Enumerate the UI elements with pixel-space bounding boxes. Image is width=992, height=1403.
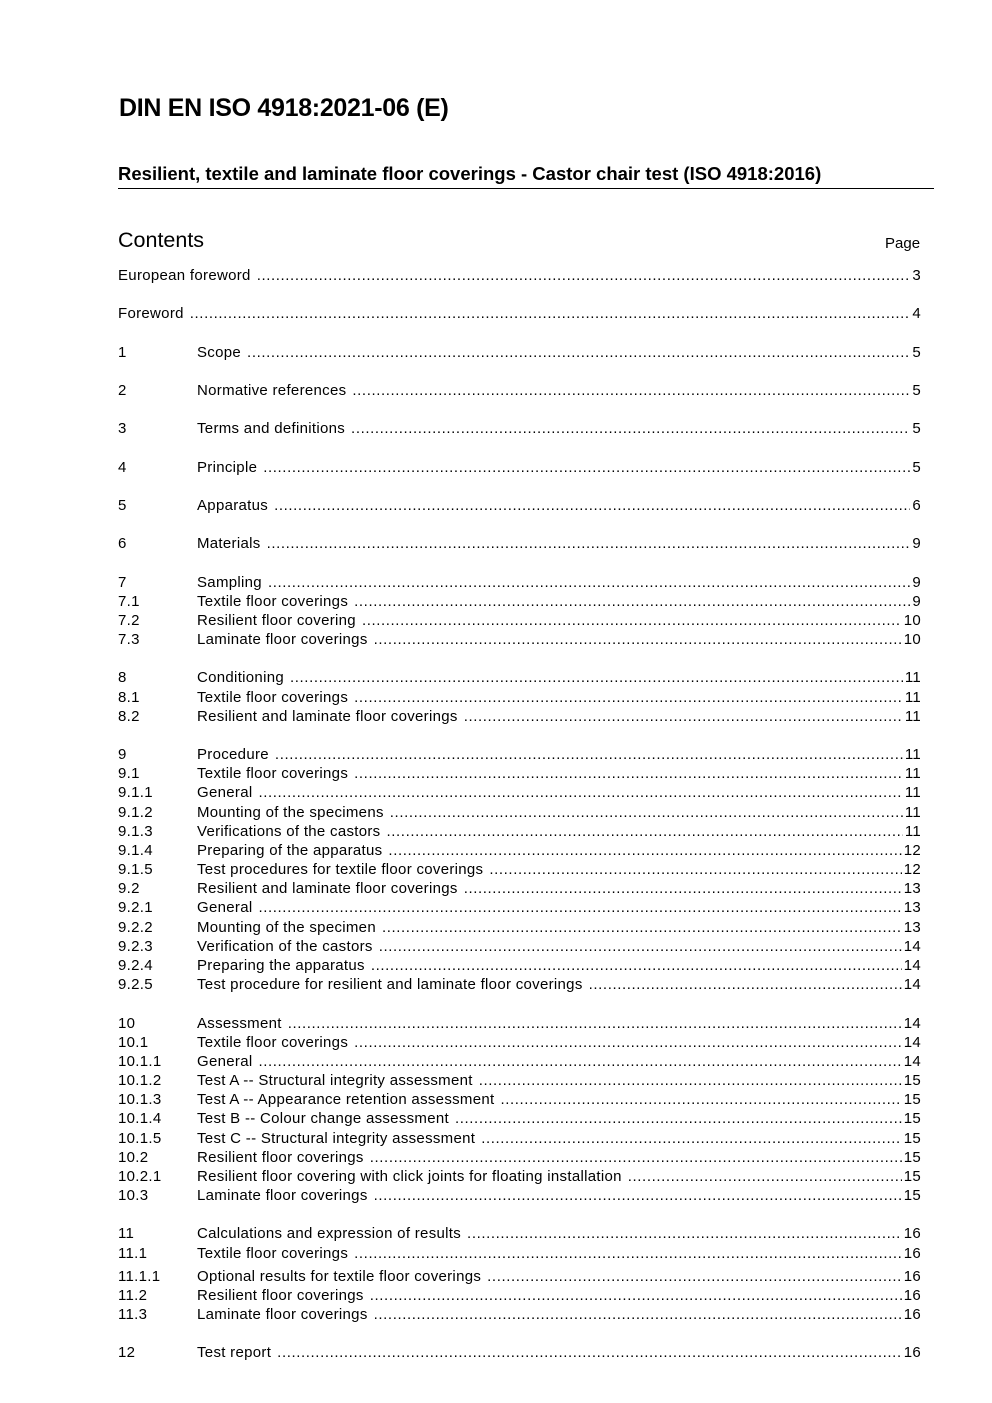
toc-entry[interactable] xyxy=(118,1033,921,1053)
toc-entry[interactable] xyxy=(118,1286,921,1306)
toc-dot-leader xyxy=(354,1033,902,1053)
toc-entry-page: 14 xyxy=(903,1034,921,1051)
toc-entry-number: 8 xyxy=(118,669,127,686)
toc-entry[interactable] xyxy=(118,496,921,516)
toc-entry-number: 11.3 xyxy=(118,1306,148,1323)
toc-entry-page: 16 xyxy=(903,1225,921,1242)
toc-entry-page: 14 xyxy=(903,976,921,993)
toc-entry-number: 9.2.3 xyxy=(118,938,153,955)
toc-entry-number: 7 xyxy=(118,574,127,591)
toc-entry-page: 10 xyxy=(903,631,921,648)
toc-entry[interactable] xyxy=(118,879,921,899)
toc-entry-number: 9 xyxy=(118,746,127,763)
toc-entry-page: 13 xyxy=(903,880,921,897)
toc-entry-number: 4 xyxy=(118,459,127,476)
toc-entry[interactable] xyxy=(118,1167,921,1187)
toc-entry-title: Test A -- Structural integrity assessment xyxy=(197,1072,473,1089)
toc-entry-title: Preparing of the apparatus xyxy=(197,842,383,859)
toc-entry-page: 15 xyxy=(903,1149,921,1166)
toc-entry-title: Calculations and expression of results xyxy=(197,1225,462,1242)
toc-entry-title: Conditioning xyxy=(197,669,284,686)
toc-entry[interactable] xyxy=(118,841,921,861)
toc-entry-page: 14 xyxy=(903,1053,921,1070)
toc-entry[interactable] xyxy=(118,937,921,957)
toc-entry[interactable] xyxy=(118,304,921,324)
toc-entry-page: 5 xyxy=(912,382,921,399)
toc-entry[interactable] xyxy=(118,822,921,842)
toc-entry-title: Resilient floor coverings xyxy=(197,1149,364,1166)
toc-entry-number: 9.2 xyxy=(118,880,140,897)
toc-entry[interactable] xyxy=(118,1052,921,1072)
toc-entry-number: 11.1 xyxy=(118,1245,148,1262)
toc-entry[interactable] xyxy=(118,573,921,593)
toc-entry-page: 14 xyxy=(903,1015,921,1032)
toc-dot-leader xyxy=(258,783,902,803)
toc-dot-leader xyxy=(190,304,911,324)
toc-entry-title: Textile floor coverings xyxy=(197,593,349,610)
toc-entry-number: 10.2.1 xyxy=(118,1168,162,1185)
toc-entry-page: 15 xyxy=(903,1187,921,1204)
toc-entry-number: 9.1.2 xyxy=(118,804,153,821)
toc-entry-page: 13 xyxy=(903,919,921,936)
contents-heading: Contents xyxy=(118,228,205,252)
toc-entry-title: Laminate floor coverings xyxy=(197,1187,368,1204)
toc-entry-title: Procedure xyxy=(197,746,269,763)
toc-entry[interactable] xyxy=(118,783,921,803)
document-title: DIN EN ISO 4918:2021-06 (E) xyxy=(119,94,449,122)
toc-entry-number: 12 xyxy=(118,1344,136,1361)
toc-dot-leader xyxy=(479,1071,902,1091)
toc-dot-leader xyxy=(354,592,910,612)
toc-entry-number: 9.1.3 xyxy=(118,823,153,840)
toc-entry-page: 11 xyxy=(904,708,921,725)
toc-dot-leader xyxy=(628,1167,902,1187)
toc-entry-number: 10 xyxy=(118,1015,136,1032)
toc-entry-page: 16 xyxy=(903,1306,921,1323)
toc-entry-page: 5 xyxy=(912,459,921,476)
toc-entry-page: 16 xyxy=(903,1344,921,1361)
toc-entry-title: Resilient floor covering with click joints for floating installation xyxy=(197,1168,622,1185)
toc-dot-leader xyxy=(370,1148,902,1168)
toc-entry[interactable] xyxy=(118,611,921,631)
toc-entry-title: European foreword xyxy=(118,267,251,284)
toc-entry-title: Sampling xyxy=(197,574,262,591)
toc-entry[interactable] xyxy=(118,707,921,727)
toc-dot-leader xyxy=(489,860,901,880)
toc-entry-number: 9.2.5 xyxy=(118,976,153,993)
toc-entry-page: 5 xyxy=(912,344,921,361)
toc-dot-leader xyxy=(455,1109,902,1129)
toc-dot-leader xyxy=(374,1305,902,1325)
toc-entry[interactable] xyxy=(118,419,921,439)
toc-entry-title: Test procedure for resilient and laminate floor coverings xyxy=(197,976,583,993)
toc-entry[interactable] xyxy=(118,898,921,918)
toc-entry[interactable] xyxy=(118,1109,921,1129)
toc-dot-leader xyxy=(362,611,902,631)
toc-entry[interactable] xyxy=(118,534,921,554)
toc-entry-title: Foreword xyxy=(118,305,184,322)
toc-entry-page: 9 xyxy=(912,535,921,552)
toc-dot-leader xyxy=(351,419,910,439)
toc-entry-title: Apparatus xyxy=(197,497,269,514)
toc-entry-page: 12 xyxy=(903,861,921,878)
toc-dot-leader xyxy=(275,745,903,765)
toc-dot-leader xyxy=(354,764,903,784)
toc-entry-page: 9 xyxy=(912,574,921,591)
toc-entry[interactable] xyxy=(118,688,921,708)
toc-entry-page: 4 xyxy=(912,305,921,322)
toc-dot-leader xyxy=(290,668,903,688)
toc-entry-number: 10.1.4 xyxy=(118,1110,162,1127)
toc-entry-title: Optional results for textile floor coverings xyxy=(197,1268,482,1285)
toc-entry-title: Textile floor coverings xyxy=(197,1245,349,1262)
toc-entry-title: Verification of the castors xyxy=(197,938,373,955)
toc-entry-page: 16 xyxy=(903,1268,921,1285)
toc-entry-title: Laminate floor coverings xyxy=(197,631,368,648)
toc-entry-page: 16 xyxy=(903,1287,921,1304)
toc-entry-number: 9.1 xyxy=(118,765,140,782)
toc-dot-leader xyxy=(354,688,903,708)
toc-entry-page: 11 xyxy=(904,804,921,821)
toc-dot-leader xyxy=(247,343,910,363)
toc-entry-number: 11.2 xyxy=(118,1287,148,1304)
toc-entry-page: 15 xyxy=(903,1130,921,1147)
toc-entry-title: Test A -- Appearance retention assessment xyxy=(197,1091,495,1108)
toc-entry-title: Materials xyxy=(197,535,261,552)
toc-entry-page: 6 xyxy=(912,497,921,514)
toc-dot-leader xyxy=(352,381,910,401)
toc-dot-leader xyxy=(263,458,910,478)
toc-entry-page: 5 xyxy=(912,420,921,437)
toc-entry-title: Textile floor coverings xyxy=(197,1034,349,1051)
toc-entry[interactable] xyxy=(118,745,921,765)
toc-dot-leader xyxy=(487,1267,902,1287)
toc-entry-number: 9.1.4 xyxy=(118,842,153,859)
toc-entry[interactable] xyxy=(118,1305,921,1325)
toc-entry[interactable] xyxy=(118,1186,921,1206)
toc-entry-title: General xyxy=(197,1053,253,1070)
toc-entry-title: Mounting of the specimen xyxy=(197,919,376,936)
document-subtitle: Resilient, textile and laminate floor coverings - Castor chair test (ISO 4918:2016) xyxy=(118,163,934,189)
toc-entry-title: Textile floor coverings xyxy=(197,765,349,782)
toc-entry-title: Test B -- Colour change assessment xyxy=(197,1110,449,1127)
toc-entry-page: 11 xyxy=(904,746,921,763)
toc-entry-number: 10.1 xyxy=(118,1034,149,1051)
toc-dot-leader xyxy=(500,1090,901,1110)
toc-entry-number: 11.1.1 xyxy=(118,1268,161,1285)
toc-entry-title: Resilient floor coverings xyxy=(197,1287,364,1304)
toc-dot-leader xyxy=(288,1014,902,1034)
toc-dot-leader xyxy=(268,573,910,593)
toc-entry-title: Test report xyxy=(197,1344,272,1361)
toc-entry-number: 7.1 xyxy=(118,593,140,610)
toc-entry-page: 11 xyxy=(904,784,921,801)
toc-entry[interactable] xyxy=(118,918,921,938)
toc-entry-page: 15 xyxy=(903,1091,921,1108)
toc-entry-title: Principle xyxy=(197,459,258,476)
toc-entry-page: 14 xyxy=(903,957,921,974)
toc-entry-number: 9.2.2 xyxy=(118,919,153,936)
toc-entry[interactable] xyxy=(118,1224,921,1244)
toc-entry[interactable] xyxy=(118,1343,921,1363)
toc-dot-leader xyxy=(464,879,902,899)
toc-entry-title: General xyxy=(197,899,253,916)
toc-dot-leader xyxy=(374,1186,902,1206)
toc-entry-number: 8.2 xyxy=(118,708,140,725)
toc-dot-leader xyxy=(277,1343,902,1363)
toc-entry[interactable] xyxy=(118,266,921,286)
toc-dot-leader xyxy=(481,1129,901,1149)
toc-dot-leader xyxy=(374,630,902,650)
toc-dot-leader xyxy=(589,975,902,995)
toc-entry-page: 11 xyxy=(904,669,921,686)
toc-entry[interactable] xyxy=(118,668,921,688)
toc-entry[interactable] xyxy=(118,860,921,880)
toc-entry-title: Preparing the apparatus xyxy=(197,957,365,974)
toc-entry-title: Test C -- Structural integrity assessment xyxy=(197,1130,476,1147)
toc-entry[interactable] xyxy=(118,1244,921,1264)
toc-dot-leader xyxy=(354,1244,902,1264)
toc-entry[interactable] xyxy=(118,956,921,976)
toc-dot-leader xyxy=(388,841,901,861)
toc-dot-leader xyxy=(267,534,911,554)
toc-entry-number: 7.2 xyxy=(118,612,140,629)
toc-entry-page: 14 xyxy=(903,938,921,955)
toc-entry-number: 8.1 xyxy=(118,689,140,706)
toc-entry-page: 15 xyxy=(903,1072,921,1089)
toc-dot-leader xyxy=(379,937,902,957)
toc-entry-number: 11 xyxy=(118,1225,135,1242)
toc-dot-leader xyxy=(370,1286,902,1306)
toc-dot-leader xyxy=(274,496,910,516)
toc-entry[interactable] xyxy=(118,1129,921,1149)
toc-entry-number: 10.2 xyxy=(118,1149,149,1166)
toc-entry-title: General xyxy=(197,784,253,801)
toc-dot-leader xyxy=(390,803,903,823)
toc-entry-number: 10.1.5 xyxy=(118,1130,162,1147)
toc-entry-title: Resilient floor covering xyxy=(197,612,356,629)
toc-dot-leader xyxy=(371,956,902,976)
toc-entry-title: Resilient and laminate floor coverings xyxy=(197,880,458,897)
toc-entry[interactable] xyxy=(118,975,921,995)
toc-entry-title: Normative references xyxy=(197,382,347,399)
toc-entry[interactable] xyxy=(118,764,921,784)
toc-entry-page: 11 xyxy=(904,823,921,840)
toc-dot-leader xyxy=(464,707,903,727)
toc-entry-number: 2 xyxy=(118,382,127,399)
toc-entry-page: 16 xyxy=(903,1245,921,1262)
toc-entry-title: Resilient and laminate floor coverings xyxy=(197,708,458,725)
toc-entry[interactable] xyxy=(118,803,921,823)
toc-entry-page: 11 xyxy=(904,765,921,782)
toc-entry-title: Mounting of the specimens xyxy=(197,804,384,821)
toc-dot-leader xyxy=(257,266,911,286)
toc-entry-title: Terms and definitions xyxy=(197,420,346,437)
toc-entry[interactable] xyxy=(118,1148,921,1168)
toc-entry[interactable] xyxy=(118,458,921,478)
toc-entry-number: 5 xyxy=(118,497,127,514)
toc-entry-page: 12 xyxy=(903,842,921,859)
toc-entry-number: 3 xyxy=(118,420,127,437)
toc-entry[interactable] xyxy=(118,592,921,612)
toc-entry-page: 10 xyxy=(903,612,921,629)
toc-dot-leader xyxy=(382,918,902,938)
toc-dot-leader xyxy=(387,822,903,842)
toc-entry[interactable] xyxy=(118,1014,921,1034)
toc-entry-page: 13 xyxy=(903,899,921,916)
page-column-heading: Page xyxy=(885,235,921,252)
toc-entry-title: Assessment xyxy=(197,1015,282,1032)
toc-entry[interactable] xyxy=(118,1090,921,1110)
toc-entry-title: Textile floor coverings xyxy=(197,689,349,706)
toc-entry-page: 3 xyxy=(912,267,921,284)
toc-entry-number: 9.1.5 xyxy=(118,861,153,878)
toc-entry[interactable] xyxy=(118,343,921,363)
toc-entry-page: 11 xyxy=(904,689,921,706)
toc-entry[interactable] xyxy=(118,630,921,650)
toc-entry-number: 9.1.1 xyxy=(118,784,153,801)
toc-entry-page: 9 xyxy=(912,593,921,610)
toc-entry-number: 10.1.2 xyxy=(118,1072,162,1089)
toc-dot-leader xyxy=(258,1052,901,1072)
toc-entry[interactable] xyxy=(118,1267,921,1287)
toc-entry-number: 10.3 xyxy=(118,1187,149,1204)
toc-entry-page: 15 xyxy=(903,1110,921,1127)
toc-entry-number: 9.2.1 xyxy=(118,899,153,916)
toc-entry-number: 10.1.3 xyxy=(118,1091,162,1108)
toc-dot-leader xyxy=(467,1224,902,1244)
toc-entry-number: 6 xyxy=(118,535,127,552)
toc-entry-page: 15 xyxy=(903,1168,921,1185)
toc-entry-title: Verifications of the castors xyxy=(197,823,381,840)
toc-entry-title: Test procedures for textile floor coverings xyxy=(197,861,484,878)
toc-entry-number: 7.3 xyxy=(118,631,140,648)
toc-entry-number: 10.1.1 xyxy=(118,1053,162,1070)
toc-entry[interactable] xyxy=(118,381,921,401)
toc-entry-title: Scope xyxy=(197,344,242,361)
toc-entry-number: 9.2.4 xyxy=(118,957,153,974)
toc-entry-number: 1 xyxy=(118,344,127,361)
toc-entry-title: Laminate floor coverings xyxy=(197,1306,368,1323)
toc-entry[interactable] xyxy=(118,1071,921,1091)
toc-dot-leader xyxy=(258,898,901,918)
